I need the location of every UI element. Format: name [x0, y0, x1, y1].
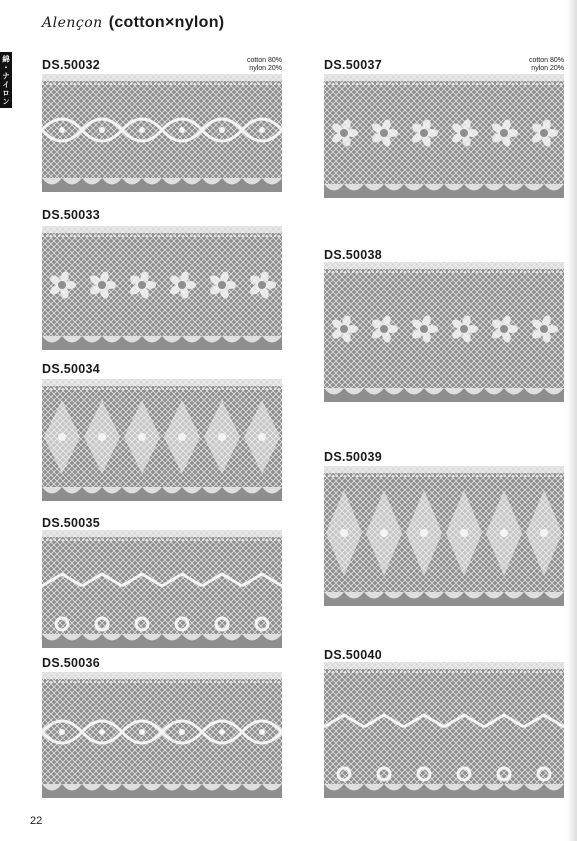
category-side-tab: 綿・ナイロン	[0, 52, 12, 108]
lace-swatch	[324, 74, 564, 198]
lace-swatch	[42, 379, 282, 501]
nylon-percent: nylon 20%	[249, 65, 282, 72]
lace-swatch	[42, 530, 282, 648]
material-subtitle: (cotton×nylon)	[108, 14, 225, 31]
item-code: DS.50034	[42, 362, 100, 376]
item-code: DS.50038	[324, 248, 382, 262]
lace-swatch	[42, 74, 282, 192]
item-code: DS.50035	[42, 516, 100, 530]
lace-swatch	[324, 262, 564, 402]
lace-swatch	[42, 672, 282, 798]
lace-swatch	[324, 662, 564, 798]
nylon-percent: nylon 20%	[531, 65, 564, 72]
cotton-percent: cotton 80%	[528, 57, 564, 64]
composition-label	[240, 57, 282, 73]
item-code: DS.50036	[42, 656, 100, 670]
item-code: DS.50032	[42, 58, 100, 72]
item-code: DS.50040	[324, 648, 382, 662]
composition-label	[520, 57, 564, 73]
page-header	[42, 14, 224, 32]
page-number: 22	[30, 815, 43, 827]
brand-logo: Alençon	[42, 15, 103, 31]
item-code: DS.50039	[324, 450, 382, 464]
lace-swatch	[324, 466, 564, 606]
page-edge-shadow	[567, 0, 577, 841]
item-code: DS.50033	[42, 208, 100, 222]
lace-swatch	[42, 226, 282, 350]
cotton-percent: cotton 80%	[246, 57, 282, 64]
item-code: DS.50037	[324, 58, 382, 72]
